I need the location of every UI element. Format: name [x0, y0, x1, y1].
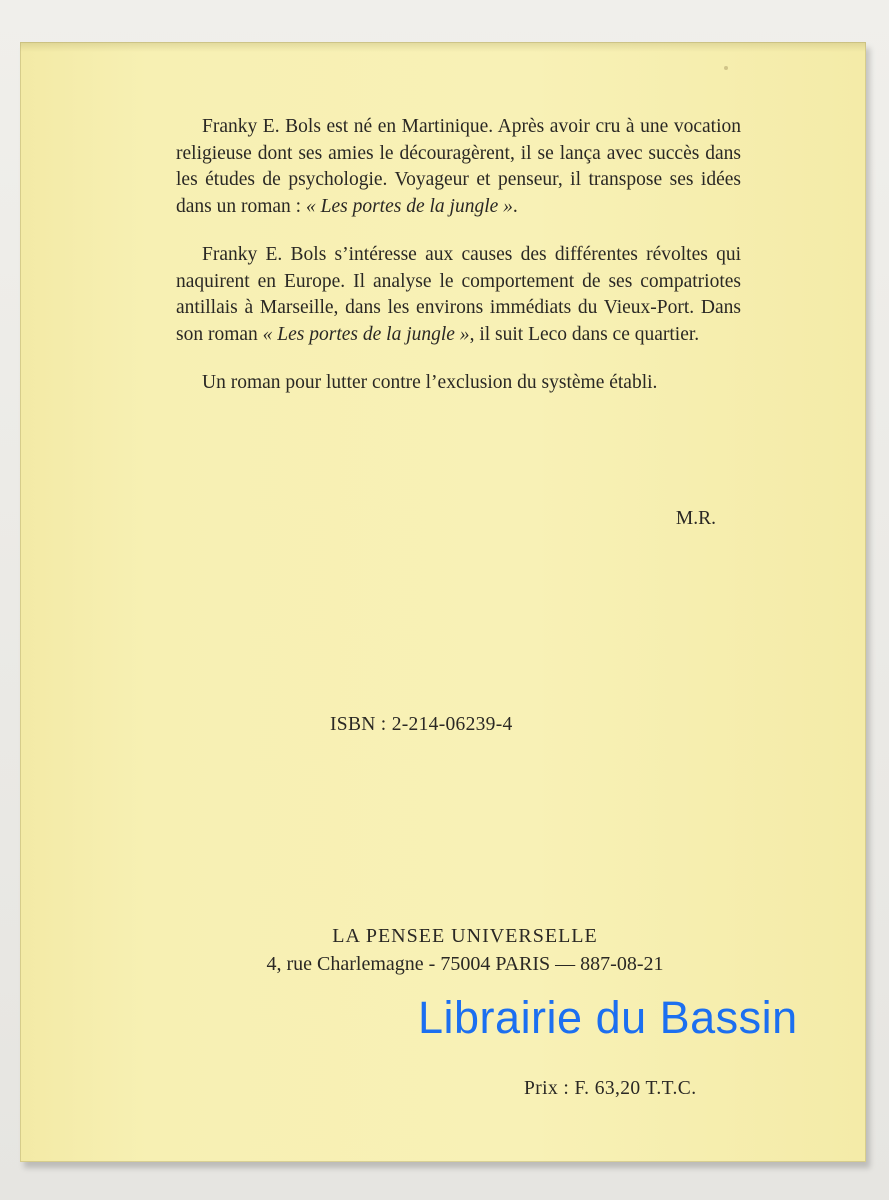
- price-label: Prix : F. 63,20 T.T.C.: [524, 1078, 697, 1099]
- publisher-address: 4, rue Charlemagne - 75004 PARIS — 887-08-21: [266, 953, 664, 975]
- publisher-block: [180, 922, 750, 978]
- blurb-paragraph-1: [176, 114, 741, 220]
- blurb-text: [176, 114, 741, 419]
- blurb-paragraph-2-text: Franky E. Bols s’intéresse aux causes des différentes révoltes qui naquirent en Europe. Il analyse le comportement de ses compatriotes antillais à Marseille, dans les environs immédiats du Vieux-Port. Dans son roman: [176, 244, 741, 345]
- cover-top-edge: [20, 42, 866, 52]
- author-signature: M.R.: [675, 508, 716, 529]
- blurb-paragraph-1-text: Franky E. Bols est né en Martinique. Après avoir cru à une vocation religieuse dont ses amies le découragèrent, il se lança avec succès dans les études de psychologie. Voyageur et penseur, il transpose ses idées dans un roman :: [176, 116, 741, 217]
- novel-title: « Les portes de la jungle »: [262, 323, 470, 345]
- blurb-paragraph-2-end: , il suit Leco dans ce quartier.: [469, 323, 700, 345]
- paper-speck: [724, 66, 728, 70]
- blurb-paragraph-1-end: .: [512, 195, 518, 217]
- bookseller-watermark: Librairie du Bassin: [418, 992, 798, 1043]
- isbn-number: ISBN : 2-214-06239-4: [330, 714, 513, 735]
- novel-title: « Les portes de la jungle »: [305, 195, 513, 217]
- book-back-cover: [20, 42, 866, 1162]
- blurb-paragraph-3: Un roman pour lutter contre l’exclusion du système établi.: [202, 372, 658, 393]
- publisher-name: LA PENSEE UNIVERSELLE: [332, 925, 598, 947]
- blurb-paragraph-2: [176, 242, 741, 348]
